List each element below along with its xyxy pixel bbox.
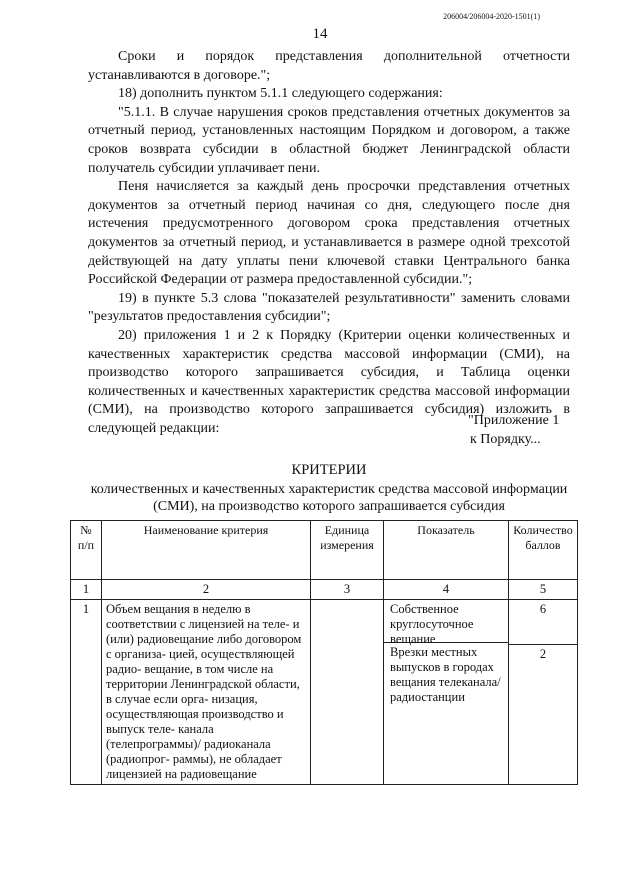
- score-value: 2: [539, 647, 547, 661]
- header-number: № п/п: [71, 521, 102, 580]
- column-number: 3: [311, 580, 384, 600]
- column-number-row: [71, 580, 578, 600]
- document-number: 206004/206004-2020-1501(1): [443, 12, 540, 21]
- appendix-line: "Приложение 1: [468, 413, 560, 428]
- score-cell: [509, 600, 578, 785]
- column-number: 4: [384, 580, 509, 600]
- table-header-row: [71, 521, 578, 580]
- column-number: 5: [509, 580, 578, 600]
- paragraph: 18) дополнить пунктом 5.1.1 следующего содержания:: [118, 86, 443, 102]
- indicator-item: Врезки местных выпусков в городах вещания телеканала/ радиостанции: [390, 645, 501, 704]
- appendix-line: к Порядку...: [470, 431, 541, 447]
- column-number: 1: [71, 580, 102, 600]
- header-unit: Единица измерения: [311, 521, 384, 580]
- criteria-table: [70, 520, 578, 785]
- criteria-subtitle: количественных и качественных характеристик средства массовой информации (СМИ), на производство которого запрашивается субсидия: [90, 482, 568, 514]
- page-number: 14: [312, 26, 328, 42]
- header-indicator: Показатель: [384, 521, 509, 580]
- row-number: 1: [71, 600, 102, 785]
- body-text: [88, 48, 570, 438]
- unit-cell: [311, 600, 384, 785]
- paragraph: Сроки и порядок представления дополнительной отчетности устанавливаются в договоре.";: [88, 49, 570, 83]
- paragraph: 20) приложения 1 и 2 к Порядку (Критерии оценки количественных и качественных характеристик средства массовой информации (СМИ), на производство которого запрашивается субсидия, и Таблица оценки количественных и качественных характеристик средства массовой информации (СМИ), на производство которого запрашивается субсидия) изложить в следующей редакции:: [88, 327, 570, 436]
- paragraph: "5.1.1. В случае нарушения сроков представления отчетных документов за отчетный период, установленных настоящим Порядком и договором, а также сроков возврата субсидии в областной бюджет Ленинградской области получатель субсидии уплачивает пени.: [88, 104, 570, 176]
- criteria-title: КРИТЕРИИ: [291, 462, 367, 478]
- indicator-cell: [384, 600, 509, 785]
- table-row: [71, 600, 578, 785]
- header-score: Количество баллов: [509, 521, 578, 580]
- indicator-item: Собственное круглосуточное вещание: [384, 600, 508, 643]
- criterion-cell: Объем вещания в неделю в соответствии с лицензией на теле- и (или) радиовещание либо договором с организа- цией, осуществляющей радио- вещание, в том числе на территории Ленинградской области, в случае если орга- низация, осуществляющая производство и выпуск теле- канала (телепрограммы)/ радиоканала (радиопрог- раммы), не обладает лицензией на радиовещание: [102, 600, 311, 785]
- appendix-note: [468, 412, 559, 449]
- paragraph: Пеня начисляется за каждый день просрочки представления отчетных документов за отчетный период начиная со дня, следующего после дня истечения предусмотренного договором срока представления отчетных документов за отчетный период, и устанавливается в размере одной трехсотой действующей на дату уплаты пени ключевой ставки Центрального банка Российской Федерации от размера предоставленной субсидии.";: [88, 179, 570, 288]
- paragraph: 19) в пункте 5.3 слова "показателей результативности" заменить словами "результатов предоставления субсидии";: [88, 290, 570, 325]
- header-criterion: Наименование критерия: [102, 521, 311, 580]
- column-number: 2: [102, 580, 311, 600]
- score-value: 6: [509, 600, 577, 645]
